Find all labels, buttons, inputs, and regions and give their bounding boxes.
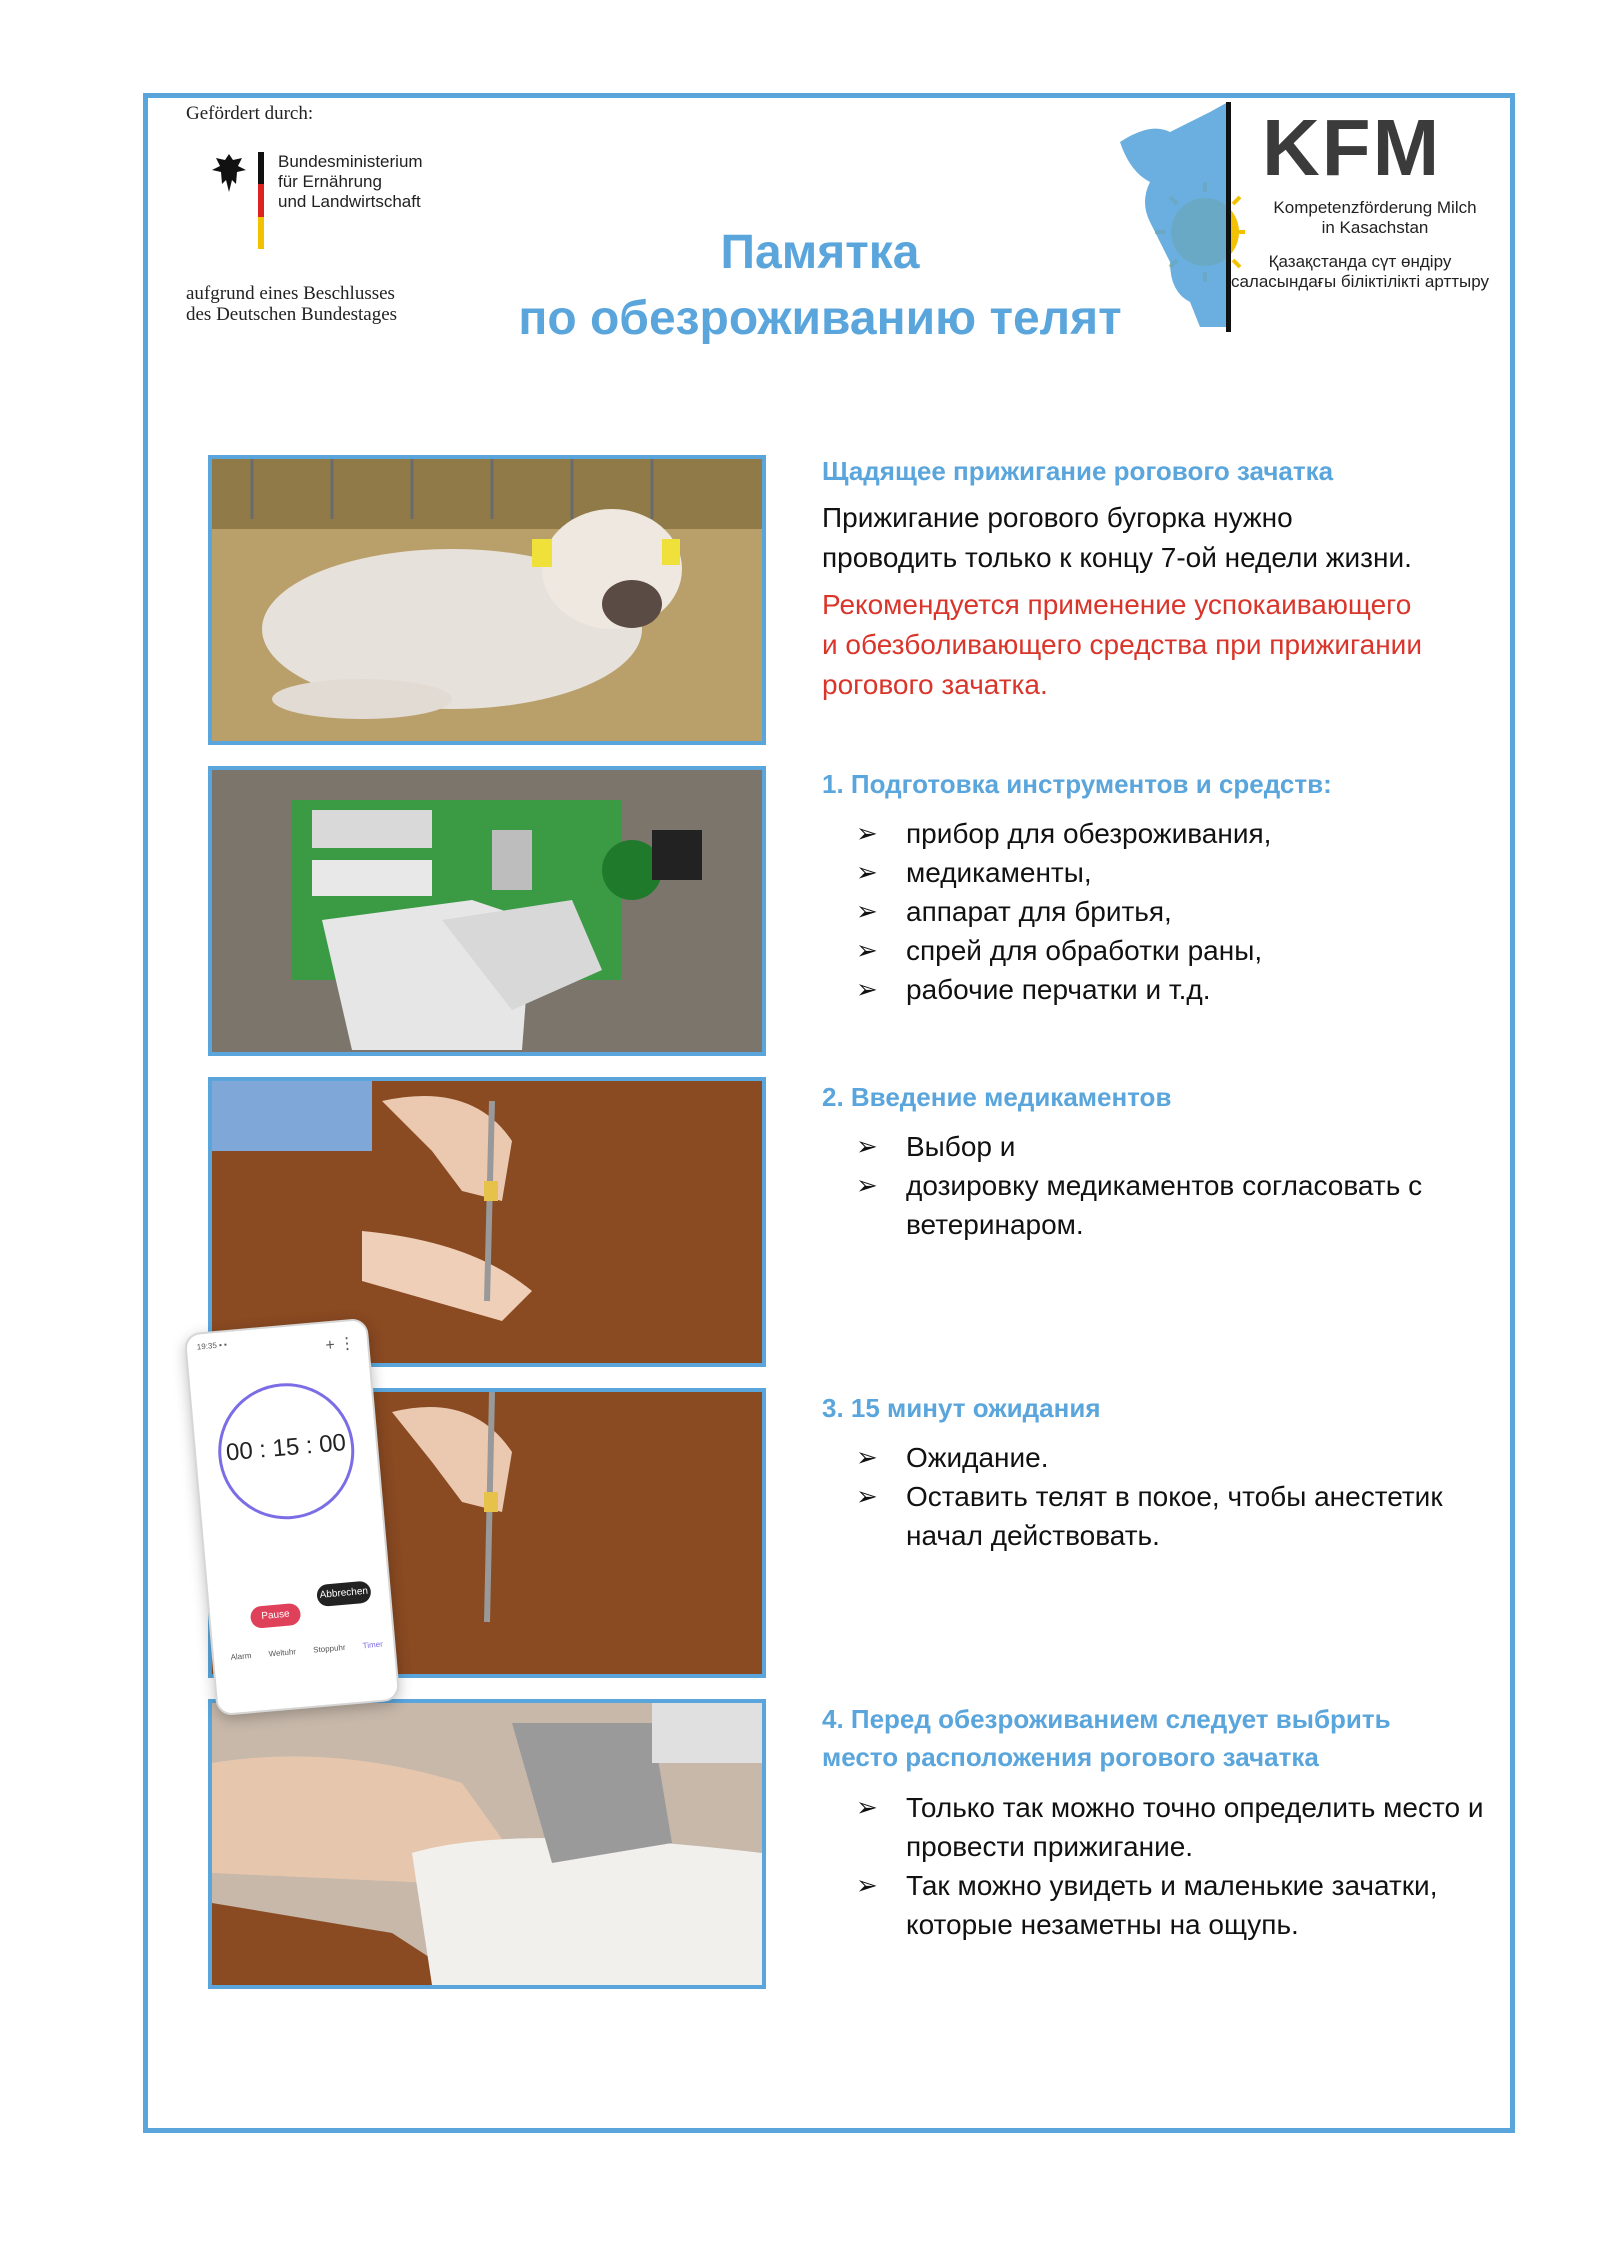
arrow-bullet-icon: ➢ [856, 1792, 878, 1822]
list-item [822, 931, 1502, 970]
list-item [822, 1438, 1502, 1477]
page-title [440, 220, 1200, 352]
section-1-list [822, 814, 1502, 1009]
arrow-bullet-icon: ➢ [856, 857, 878, 887]
list-item [822, 1166, 1466, 1244]
section-3-heading: 3. 15 минут ожидания [822, 1393, 1101, 1423]
kfm-kz-line: саласындағы біліктілікті арттыру [1230, 272, 1490, 291]
pause-button[interactable]: Pause [250, 1603, 302, 1629]
intro-line: Прижигание рогового бугорка нужно [822, 502, 1293, 533]
list-item [822, 853, 1502, 892]
tools-photo [208, 766, 766, 1056]
arrow-bullet-icon: ➢ [856, 974, 878, 1004]
section-3-list [822, 1438, 1502, 1555]
bundestag-line: des Deutschen Bundestages [186, 304, 398, 325]
tab-world-clock[interactable]: Weltuhr [268, 1647, 297, 1659]
section-4-heading-line: место расположения рогового зачатка [822, 1742, 1319, 1772]
title-line-2: по обезроживанию телят [518, 292, 1122, 345]
list-item-text: Ожидание. [906, 1442, 1049, 1473]
timer-display: 00 : 15 : 00 [224, 1429, 347, 1467]
list-item-text: Так можно увидеть и маленькие зачатки, которые незаметны на ощупь. [906, 1870, 1438, 1940]
cancel-button[interactable]: Abbrechen [316, 1580, 372, 1607]
funded-by-label: Gefördert durch: [186, 103, 314, 124]
list-item-text: Только так можно точно определить место и провести прижигание. [906, 1792, 1484, 1862]
intro-text [822, 498, 1502, 578]
section-4-list [822, 1788, 1502, 1944]
bundestag-note [186, 283, 397, 325]
list-item [822, 892, 1502, 931]
list-item [822, 814, 1502, 853]
list-item [822, 970, 1502, 1009]
ministry-line: und Landwirtschaft [278, 192, 421, 211]
intro-warning [822, 585, 1502, 705]
ministry-line: für Ernährung [278, 172, 382, 191]
list-item-text: прибор для обезроживания, [906, 818, 1272, 849]
list-item-text: рабочие перчатки и т.д. [906, 974, 1211, 1005]
list-item [822, 1866, 1546, 1944]
list-item [822, 1788, 1486, 1866]
arrow-bullet-icon: ➢ [856, 896, 878, 926]
title-line-1: Памятка [720, 226, 920, 279]
arrow-bullet-icon: ➢ [856, 818, 878, 848]
intro-heading: Щадящее прижигание рогового зачатка [822, 456, 1334, 486]
list-item-text: Выбор и [906, 1131, 1016, 1162]
kfm-kz-line: Қазақстанда сүт өндіру [1268, 252, 1452, 271]
list-item [822, 1477, 1466, 1555]
list-item [822, 1127, 1502, 1166]
intro-line: проводить только к концу 7-ой недели жизни. [822, 542, 1412, 573]
list-item-text: медикаменты, [906, 857, 1092, 888]
ministry-name [278, 152, 423, 212]
arrow-bullet-icon: ➢ [856, 1481, 878, 1511]
german-flag-bar [258, 152, 264, 250]
list-item-text: Оставить телят в покое, чтобы анестетик начал действовать. [906, 1481, 1443, 1551]
bundestag-line: aufgrund eines Beschlusses [186, 283, 395, 304]
phone-status-bar: 19:35 ▪ ▪ [196, 1340, 228, 1352]
warning-line: Рекомендуется применение успокаивающего [822, 589, 1412, 620]
calf-photo [208, 455, 766, 745]
section-4-heading [822, 1700, 1502, 1776]
kfm-kazakh-subtitle [1210, 252, 1510, 292]
kfm-line: in Kasachstan [1321, 218, 1429, 237]
phone-tabs [222, 1639, 392, 1663]
arrow-bullet-icon: ➢ [856, 1170, 878, 1200]
list-item-text: дозировку медикаментов согласовать с ветеринаром. [906, 1170, 1423, 1240]
arrow-bullet-icon: ➢ [856, 1131, 878, 1161]
ministry-logo [210, 150, 470, 260]
tab-alarm[interactable]: Alarm [230, 1651, 252, 1662]
list-item-text: аппарат для бритья, [906, 896, 1172, 927]
kfm-logo [1110, 102, 1510, 332]
arrow-bullet-icon: ➢ [856, 1442, 878, 1472]
list-item-text: спрей для обработки раны, [906, 935, 1263, 966]
eagle-icon [210, 150, 248, 196]
kfm-wordmark: KFM [1262, 103, 1442, 192]
warning-line: рогового зачатка. [822, 669, 1048, 700]
warning-line: и обезболивающего средства при прижигании [822, 629, 1422, 660]
section-4-heading-line: 4. Перед обезроживанием следует выбрить [822, 1704, 1391, 1734]
section-2-heading: 2. Введение медикаментов [822, 1082, 1172, 1112]
arrow-bullet-icon: ➢ [856, 935, 878, 965]
ministry-line: Bundesministerium [278, 152, 423, 171]
cow-sun-icon [1110, 102, 1250, 332]
section-2-list [822, 1127, 1502, 1244]
tab-stopwatch[interactable]: Stoppuhr [312, 1642, 346, 1655]
kfm-subtitle [1240, 198, 1510, 238]
arrow-bullet-icon: ➢ [856, 1870, 878, 1900]
section-1-heading: 1. Подготовка инструментов и средств: [822, 769, 1332, 799]
phone-menu-icons: + ⋮ [324, 1334, 356, 1355]
shaving-photo [208, 1699, 766, 1989]
tab-timer[interactable]: Timer [362, 1639, 384, 1651]
phone-timer-screenshot [184, 1318, 401, 1717]
kfm-line: Kompetenzförderung Milch [1273, 198, 1477, 217]
